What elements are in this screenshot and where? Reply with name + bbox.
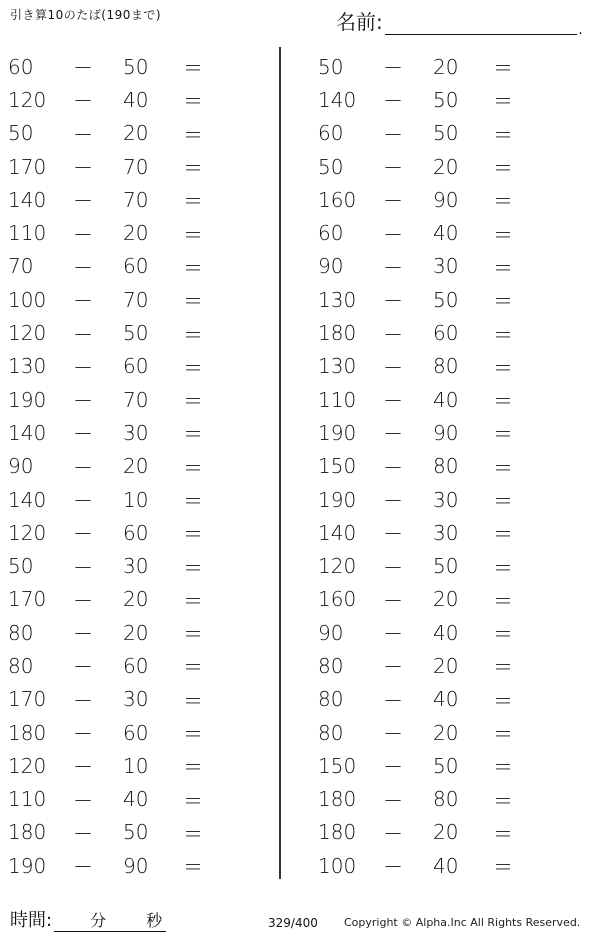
minuend: 140 xyxy=(318,87,357,112)
minus-sign: － xyxy=(73,622,93,647)
problem-row xyxy=(8,383,248,416)
problem-row xyxy=(8,816,248,849)
minuend: 180 xyxy=(8,720,47,745)
equals-sign: ＝ xyxy=(183,122,203,147)
equals-sign: ＝ xyxy=(183,489,203,513)
problem-row xyxy=(8,450,248,483)
subtrahend: 70 xyxy=(123,287,149,312)
minus-sign: － xyxy=(73,122,93,147)
subtrahend: 20 xyxy=(433,720,459,745)
problem-row xyxy=(318,783,558,816)
equals-sign: ＝ xyxy=(493,588,513,613)
minuend: 80 xyxy=(318,653,344,678)
equals-sign: ＝ xyxy=(183,56,203,81)
minus-sign: － xyxy=(73,156,93,181)
minus-sign: － xyxy=(383,588,403,613)
problem-row xyxy=(318,649,558,682)
problem-row xyxy=(8,350,248,383)
equals-sign: ＝ xyxy=(183,821,203,846)
equals-sign: ＝ xyxy=(493,322,513,347)
problem-row xyxy=(8,250,248,283)
time-blank-line[interactable] xyxy=(54,909,166,932)
minuend: 170 xyxy=(8,687,47,712)
minuend: 110 xyxy=(8,787,47,812)
problem-row xyxy=(8,616,248,649)
subtrahend: 20 xyxy=(123,454,149,479)
subtrahend: 30 xyxy=(123,420,149,445)
minus-sign: － xyxy=(383,156,403,181)
minus-sign: － xyxy=(73,522,93,547)
minuend: 80 xyxy=(318,687,344,712)
equals-sign: ＝ xyxy=(183,555,203,580)
subtrahend: 70 xyxy=(123,154,149,179)
minus-sign: － xyxy=(383,655,403,680)
minuend: 100 xyxy=(318,853,357,878)
minuend: 130 xyxy=(318,354,357,379)
problem-row xyxy=(8,283,248,316)
subtrahend: 60 xyxy=(123,720,149,745)
problem-row xyxy=(8,483,248,516)
minus-sign: － xyxy=(383,56,403,81)
problem-row xyxy=(8,683,248,716)
problem-row xyxy=(318,549,558,582)
subtrahend: 50 xyxy=(433,87,459,112)
subtrahend: 90 xyxy=(123,853,149,878)
minuend: 120 xyxy=(8,753,47,778)
minus-sign: － xyxy=(383,522,403,547)
minuend: 70 xyxy=(8,254,34,279)
problem-row xyxy=(8,117,248,150)
minuend: 50 xyxy=(8,554,34,579)
equals-sign: ＝ xyxy=(183,189,203,214)
minuend: 150 xyxy=(318,454,357,479)
minus-sign: － xyxy=(383,855,403,880)
equals-sign: ＝ xyxy=(183,422,203,447)
problem-row xyxy=(318,849,558,882)
equals-sign: ＝ xyxy=(183,688,203,713)
minuend: 110 xyxy=(8,221,47,246)
problem-row xyxy=(318,683,558,716)
equals-sign: ＝ xyxy=(183,655,203,680)
minus-sign: － xyxy=(383,622,403,647)
minus-sign: － xyxy=(383,355,403,380)
left-problem-column xyxy=(8,50,248,882)
problem-row xyxy=(318,516,558,549)
problem-row xyxy=(318,283,558,316)
name-field xyxy=(336,6,583,38)
equals-sign: ＝ xyxy=(183,788,203,813)
minus-sign: － xyxy=(73,389,93,414)
equals-sign: ＝ xyxy=(493,489,513,513)
minus-sign: － xyxy=(73,588,93,613)
minus-sign: － xyxy=(73,489,93,513)
equals-sign: ＝ xyxy=(183,222,203,247)
minus-sign: － xyxy=(383,788,403,813)
minus-sign: － xyxy=(73,322,93,347)
equals-sign: ＝ xyxy=(183,322,203,347)
problem-row xyxy=(8,150,248,183)
equals-sign: ＝ xyxy=(183,755,203,780)
minuend: 120 xyxy=(8,87,47,112)
subtrahend: 70 xyxy=(123,187,149,212)
equals-sign: ＝ xyxy=(183,522,203,547)
minuend: 130 xyxy=(8,354,47,379)
equals-sign: ＝ xyxy=(493,522,513,547)
problem-row xyxy=(8,216,248,249)
subtrahend: 30 xyxy=(433,520,459,545)
minuend: 160 xyxy=(318,187,357,212)
minuend: 100 xyxy=(8,287,47,312)
equals-sign: ＝ xyxy=(493,422,513,447)
minus-sign: － xyxy=(383,555,403,580)
name-blank-line[interactable] xyxy=(385,10,583,38)
problem-row xyxy=(8,83,248,116)
subtrahend: 30 xyxy=(123,687,149,712)
minuend: 140 xyxy=(8,487,47,512)
problem-row xyxy=(8,183,248,216)
minus-sign: － xyxy=(73,555,93,580)
minuend: 110 xyxy=(318,387,357,412)
subtrahend: 50 xyxy=(123,54,149,79)
problem-row xyxy=(318,616,558,649)
minus-sign: － xyxy=(73,688,93,713)
minuend: 190 xyxy=(318,487,357,512)
subtrahend: 40 xyxy=(433,221,459,246)
equals-sign: ＝ xyxy=(183,89,203,114)
subtrahend: 20 xyxy=(433,587,459,612)
minus-sign: － xyxy=(383,122,403,147)
subtrahend: 80 xyxy=(433,454,459,479)
minuend: 170 xyxy=(8,154,47,179)
minus-sign: － xyxy=(383,489,403,513)
equals-sign: ＝ xyxy=(493,289,513,314)
subtrahend: 50 xyxy=(433,554,459,579)
subtrahend: 60 xyxy=(433,321,459,346)
minuend: 120 xyxy=(8,321,47,346)
subtrahend: 20 xyxy=(123,221,149,246)
equals-sign: ＝ xyxy=(493,222,513,247)
problem-row xyxy=(8,416,248,449)
equals-sign: ＝ xyxy=(493,56,513,81)
equals-sign: ＝ xyxy=(183,389,203,414)
minuend: 90 xyxy=(318,254,344,279)
equals-sign: ＝ xyxy=(183,355,203,380)
problem-row xyxy=(8,649,248,682)
minuend: 120 xyxy=(318,554,357,579)
minuend: 150 xyxy=(318,753,357,778)
minus-sign: － xyxy=(73,722,93,747)
subtrahend: 80 xyxy=(433,787,459,812)
subtrahend: 20 xyxy=(433,653,459,678)
problem-row xyxy=(318,216,558,249)
subtrahend: 70 xyxy=(123,387,149,412)
subtrahend: 50 xyxy=(123,321,149,346)
problem-row xyxy=(318,183,558,216)
minus-sign: － xyxy=(73,222,93,247)
page-number: 329/400 xyxy=(268,916,318,930)
subtrahend: 20 xyxy=(433,54,459,79)
equals-sign: ＝ xyxy=(183,255,203,280)
copyright-notice: Copyright © Alpha.Inc All Rights Reserved. xyxy=(344,916,581,929)
minuend: 180 xyxy=(318,820,357,845)
subtrahend: 40 xyxy=(433,620,459,645)
equals-sign: ＝ xyxy=(493,622,513,647)
subtrahend: 40 xyxy=(433,853,459,878)
problem-row xyxy=(318,117,558,150)
time-field xyxy=(10,906,166,932)
minus-sign: － xyxy=(73,89,93,114)
minus-sign: － xyxy=(73,255,93,280)
minuend: 180 xyxy=(318,787,357,812)
subtrahend: 90 xyxy=(433,420,459,445)
minus-sign: － xyxy=(383,255,403,280)
minus-sign: － xyxy=(383,389,403,414)
minus-sign: － xyxy=(383,289,403,314)
problem-row xyxy=(8,549,248,582)
subtrahend: 20 xyxy=(123,620,149,645)
minuend: 170 xyxy=(8,587,47,612)
equals-sign: ＝ xyxy=(493,255,513,280)
minus-sign: － xyxy=(383,688,403,713)
right-problem-column xyxy=(318,50,558,882)
minuend: 90 xyxy=(318,620,344,645)
minus-sign: － xyxy=(73,355,93,380)
equals-sign: ＝ xyxy=(183,289,203,314)
subtrahend: 30 xyxy=(433,254,459,279)
minuend: 160 xyxy=(318,587,357,612)
subtrahend: 60 xyxy=(123,520,149,545)
minuend: 180 xyxy=(318,321,357,346)
minus-sign: － xyxy=(383,722,403,747)
problem-row xyxy=(8,749,248,782)
subtrahend: 30 xyxy=(433,487,459,512)
equals-sign: ＝ xyxy=(493,355,513,380)
equals-sign: ＝ xyxy=(493,122,513,147)
minuend: 90 xyxy=(8,454,34,479)
minuend: 140 xyxy=(8,420,47,445)
minus-sign: － xyxy=(383,322,403,347)
minus-sign: － xyxy=(73,788,93,813)
equals-sign: ＝ xyxy=(493,655,513,680)
minuend: 120 xyxy=(8,520,47,545)
minus-sign: － xyxy=(383,755,403,780)
subtrahend: 20 xyxy=(433,154,459,179)
minus-sign: － xyxy=(383,455,403,480)
subtrahend: 10 xyxy=(123,487,149,512)
problem-row xyxy=(8,316,248,349)
subtrahend: 40 xyxy=(123,787,149,812)
problem-row xyxy=(318,350,558,383)
equals-sign: ＝ xyxy=(183,588,203,613)
problem-row xyxy=(8,716,248,749)
minuend: 80 xyxy=(318,720,344,745)
minus-sign: － xyxy=(73,755,93,780)
problem-row xyxy=(318,250,558,283)
subtrahend: 50 xyxy=(433,753,459,778)
problem-row xyxy=(318,483,558,516)
problem-row xyxy=(8,783,248,816)
minuend: 140 xyxy=(318,520,357,545)
minuend: 50 xyxy=(8,121,34,146)
minus-sign: － xyxy=(73,655,93,680)
minus-sign: － xyxy=(73,189,93,214)
subtrahend: 60 xyxy=(123,254,149,279)
equals-sign: ＝ xyxy=(493,156,513,181)
problem-row xyxy=(318,816,558,849)
minuend: 50 xyxy=(318,154,344,179)
subtrahend: 60 xyxy=(123,354,149,379)
problem-row xyxy=(318,383,558,416)
subtrahend: 20 xyxy=(123,587,149,612)
subtrahend: 40 xyxy=(433,387,459,412)
problem-row xyxy=(318,416,558,449)
subtrahend: 40 xyxy=(433,687,459,712)
equals-sign: ＝ xyxy=(183,855,203,880)
problem-row xyxy=(8,583,248,616)
problem-row xyxy=(8,50,248,83)
equals-sign: ＝ xyxy=(493,455,513,480)
subtrahend: 20 xyxy=(433,820,459,845)
minus-sign: － xyxy=(383,89,403,114)
equals-sign: ＝ xyxy=(493,755,513,780)
equals-sign: ＝ xyxy=(183,622,203,647)
problem-row xyxy=(318,316,558,349)
minus-sign: － xyxy=(73,821,93,846)
minus-sign: － xyxy=(73,422,93,447)
minutes-label: 分 xyxy=(90,911,107,930)
minuend: 60 xyxy=(318,221,344,246)
subtrahend: 50 xyxy=(433,287,459,312)
problem-row xyxy=(318,749,558,782)
seconds-label: 秒 xyxy=(146,911,163,930)
minus-sign: － xyxy=(73,289,93,314)
equals-sign: ＝ xyxy=(493,688,513,713)
equals-sign: ＝ xyxy=(183,455,203,480)
equals-sign: ＝ xyxy=(493,821,513,846)
minus-sign: － xyxy=(383,821,403,846)
subtrahend: 50 xyxy=(123,820,149,845)
problem-row xyxy=(318,150,558,183)
subtrahend: 10 xyxy=(123,753,149,778)
minuend: 190 xyxy=(8,387,47,412)
equals-sign: ＝ xyxy=(493,722,513,747)
problem-row xyxy=(318,83,558,116)
subtrahend: 40 xyxy=(123,87,149,112)
problem-row xyxy=(318,583,558,616)
column-divider xyxy=(279,47,281,879)
name-label: 名前: xyxy=(336,10,383,34)
minuend: 130 xyxy=(318,287,357,312)
minuend: 140 xyxy=(8,187,47,212)
minuend: 50 xyxy=(318,54,344,79)
minuend: 60 xyxy=(318,121,344,146)
minuend: 180 xyxy=(8,820,47,845)
equals-sign: ＝ xyxy=(493,89,513,114)
subtrahend: 20 xyxy=(123,121,149,146)
equals-sign: ＝ xyxy=(183,722,203,747)
minuend: 190 xyxy=(318,420,357,445)
minus-sign: － xyxy=(383,222,403,247)
minus-sign: － xyxy=(73,56,93,81)
minuend: 190 xyxy=(8,853,47,878)
worksheet-title: 引き算10のたば(190まで) xyxy=(10,8,162,22)
subtrahend: 80 xyxy=(433,354,459,379)
equals-sign: ＝ xyxy=(493,189,513,214)
subtrahend: 50 xyxy=(433,121,459,146)
equals-sign: ＝ xyxy=(493,389,513,414)
equals-sign: ＝ xyxy=(183,156,203,181)
problem-row xyxy=(8,516,248,549)
problem-row xyxy=(318,716,558,749)
minus-sign: － xyxy=(383,422,403,447)
minus-sign: － xyxy=(383,189,403,214)
minus-sign: － xyxy=(73,855,93,880)
equals-sign: ＝ xyxy=(493,855,513,880)
equals-sign: ＝ xyxy=(493,788,513,813)
problem-row xyxy=(318,50,558,83)
name-line-dot: . xyxy=(578,22,583,38)
subtrahend: 60 xyxy=(123,653,149,678)
minuend: 60 xyxy=(8,54,34,79)
minuend: 80 xyxy=(8,620,34,645)
time-label: 時間: xyxy=(10,910,53,931)
problem-row xyxy=(318,450,558,483)
minus-sign: － xyxy=(73,455,93,480)
problem-row xyxy=(8,849,248,882)
minuend: 80 xyxy=(8,653,34,678)
subtrahend: 90 xyxy=(433,187,459,212)
subtrahend: 30 xyxy=(123,554,149,579)
equals-sign: ＝ xyxy=(493,555,513,580)
